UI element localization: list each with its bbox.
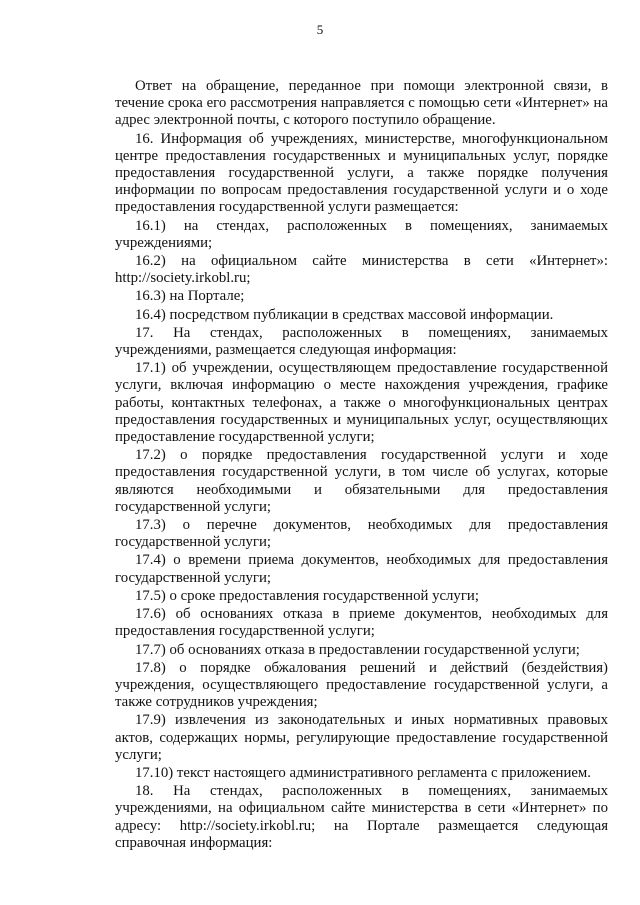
paragraph-17-1: 17.1) об учреждении, осуществляющем предоставление государственной услуги, включая информацию о месте нахождения учреждения, графике работы, контактных телефонах, а также о многофункциональных центрах предоставления государственных и муниципальных услуг, осуществляющих предоставление государственной услуги;: [115, 360, 608, 446]
paragraph-16-2: 16.2) на официальном сайте министерства в сети «Интернет»: http://society.irkobl.ru;: [115, 253, 608, 287]
paragraph-16-1: 16.1) на стендах, расположенных в помещениях, занимаемых учреждениями;: [115, 217, 608, 251]
paragraph-reply-by-email: Ответ на обращение, переданное при помощи электронной связи, в течение срока его рассмотрения направляется с помощью сети «Интернет» на адрес электронной почты, с которого поступило обращение.: [115, 78, 608, 129]
paragraph-17-3: 17.3) о перечне документов, необходимых для предоставления государственной услуги;: [115, 517, 608, 551]
paragraph-17-5: 17.5) о сроке предоставления государственной услуги;: [135, 587, 479, 604]
paragraph-17-10: 17.10) текст настоящего административного регламента с приложением.: [135, 764, 591, 781]
document-body: [115, 78, 608, 852]
paragraph-17: 17. На стендах, расположенных в помещениях, занимаемых учреждениями, размещается следующая информация:: [115, 324, 608, 359]
paragraph-16-3: 16.3) на Портале;: [135, 288, 245, 305]
paragraph-17-8: 17.8) о порядке обжалования решений и действий (бездействия) учреждения, осуществляющего предоставление государственной услуги, а также сотрудников учреждения;: [115, 659, 608, 711]
paragraph-17-4: 17.4) о времени приема документов, необходимых для предоставления государственной услуги;: [115, 552, 608, 586]
page-number: 5: [316, 22, 324, 37]
paragraph-16: 16. Информация об учреждениях, министерстве, многофункциональном центре предоставления государственных и муниципальных услуг, порядке предоставления государственной услуги, а также порядке получения информации по вопросам предоставления государственной услуги и о ходе предоставления государственной услуги размещается:: [115, 130, 608, 216]
paragraph-17-6: 17.6) об основаниях отказа в приеме документов, необходимых для предоставления государственной услуги;: [115, 606, 608, 640]
paragraph-17-7: 17.7) об основаниях отказа в предоставлении государственной услуги;: [135, 641, 580, 658]
paragraph-16-4: 16.4) посредством публикации в средствах массовой информации.: [135, 306, 554, 323]
paragraph-18: 18. На стендах, расположенных в помещениях, занимаемых учреждениями, на официальном сайте министерства в сети «Интернет» по адресу: http://society.irkobl.ru; на Портале размещается следующая справочная информация:: [115, 783, 608, 851]
paragraph-17-9: 17.9) извлечения из законодательных и иных нормативных правовых актов, содержащих нормы, регулирующие предоставление государственной услуги;: [115, 712, 608, 763]
paragraph-17-2: 17.2) о порядке предоставления государственной услуги и ходе предоставления государственной услуги, в том числе об услугах, которые являются необходимыми и обязательными для предоставления государственной услуги;: [115, 447, 608, 515]
